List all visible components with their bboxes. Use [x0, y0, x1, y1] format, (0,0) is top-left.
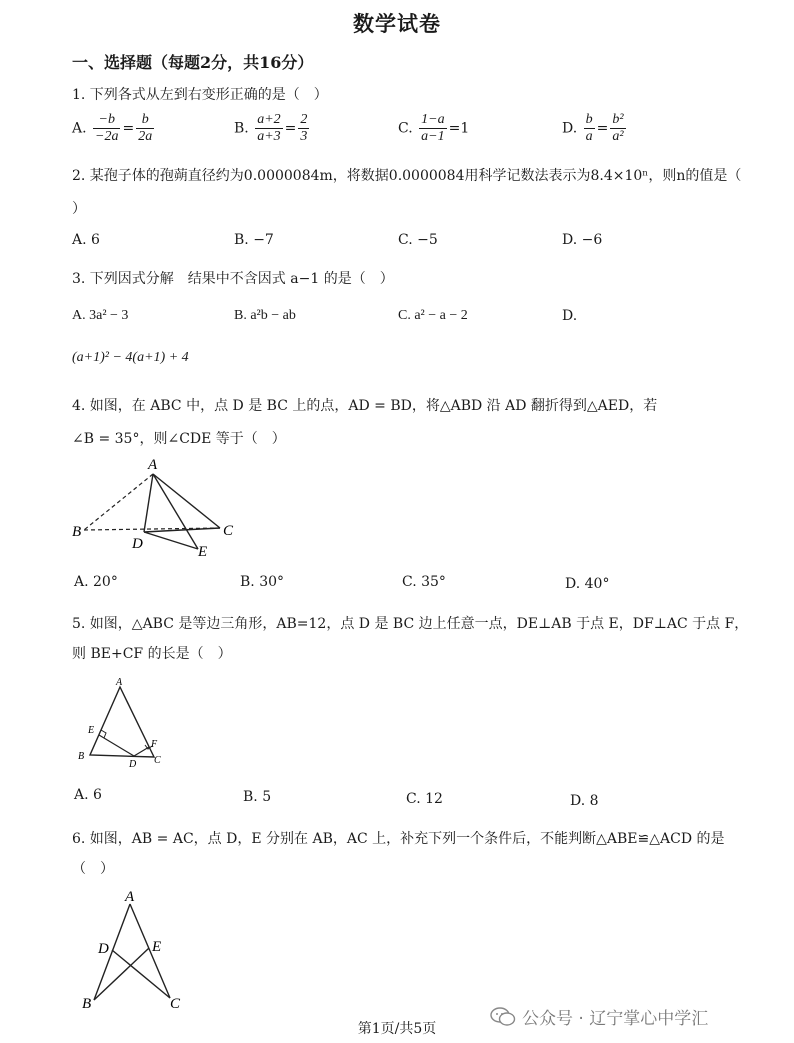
q2-option-d[interactable]: D. −6	[562, 232, 603, 248]
q5-label-b: B	[78, 751, 85, 762]
q1-option-b[interactable]: B. $\frac{a+2}{a+3}$ = $\frac{2}{3}$	[234, 112, 308, 144]
q4-option-c[interactable]: C. 35°	[402, 574, 446, 590]
q6-label-e: E	[152, 939, 162, 955]
question-5-stem-line2: 则 BE+CF 的长是（ ）	[72, 646, 232, 662]
question-6-stem-line1: 6. 如图，AB = AC，点 D，E 分别在 AB，AC 上，补充下列一个条件后，不能判断△ABE≌△ACD 的是	[72, 831, 725, 847]
q5-option-c[interactable]: C. 12	[406, 791, 443, 807]
q4-label-d: D	[132, 536, 143, 552]
q6-label-b: B	[82, 996, 92, 1012]
fraction: $\frac{b}{a}$	[585, 112, 593, 144]
q6-label-d: D	[98, 941, 109, 957]
q2-option-c[interactable]: C. −5	[398, 232, 438, 248]
q2-option-a[interactable]: A. 6	[72, 232, 100, 248]
fraction: $\frac{-b}{-2a}$	[95, 112, 119, 144]
q3-option-d-expression: (a+1)² − 4(a+1) + 4	[72, 350, 189, 365]
q1-option-d[interactable]: D. $\frac{b}{a}$ = $\frac{\text{b²}}{\text{a²}}$	[562, 112, 624, 144]
question-5-stem-line1: 5. 如图，△ABC 是等边三角形，AB=12，点 D 是 BC 边上任意一点，DE⊥AB 于点 E，DF⊥AC 于点 F，	[72, 616, 749, 632]
q5-option-d[interactable]: D. 8	[570, 793, 599, 809]
q3-option-c[interactable]: C. a² − a − 2	[398, 308, 468, 323]
q6-figure	[72, 888, 192, 1018]
fraction: $\frac{b}{2a}$	[138, 112, 153, 144]
question-2-stem-cont: ）	[72, 201, 86, 217]
q4-option-b[interactable]: B. 30°	[240, 574, 285, 590]
q4-option-d[interactable]: D. 40°	[565, 576, 610, 592]
q5-label-f: F	[151, 739, 158, 750]
q4-label-e: E	[198, 544, 208, 560]
q6-label-a: A	[125, 889, 135, 905]
q5-equilateral-figure	[68, 675, 178, 775]
question-3-stem: 3. 下列因式分解 结果中不含因式 a−1 的是（ ）	[72, 271, 394, 287]
page-title: 数学试卷	[353, 11, 441, 36]
q4-label-b: B	[72, 524, 82, 540]
question-4-stem-line2: ∠B = 35°，则∠CDE 等于（ ）	[72, 431, 286, 447]
q4-option-a[interactable]: A. 20°	[74, 574, 118, 590]
q5-label-a: A	[116, 677, 123, 688]
question-6-stem-line2: （ ）	[72, 861, 114, 877]
watermark-text: 公众号 · 辽宁掌心中学汇	[522, 1009, 709, 1029]
q4-label-a: A	[148, 457, 158, 473]
q3-option-d[interactable]: D.	[562, 308, 578, 324]
q5-label-e: E	[88, 725, 95, 736]
page-number: 第1页/共5页	[357, 1021, 437, 1037]
fraction: $\frac{2}{3}$	[300, 112, 308, 144]
question-1-stem: 1. 下列各式从左到右变形正确的是（ ）	[72, 87, 328, 103]
q3-option-b[interactable]: B. a²b − ab	[234, 308, 296, 323]
fraction: $\frac{1-a}{a-1}$	[421, 112, 445, 144]
fraction: $\frac{\text{b²}}{\text{a²}}$	[612, 112, 624, 144]
question-4-stem-line1: 4. 如图，在 ABC 中，点 D 是 BC 上的点，AD = BD，将△ABD 沿 AD 翻折得到△AED，若	[72, 398, 658, 414]
q1-option-c[interactable]: C. $\frac{1-a}{a-1}$ =1	[398, 112, 470, 144]
fraction: $\frac{a+2}{a+3}$	[257, 112, 281, 144]
q5-option-a[interactable]: A. 6	[74, 787, 102, 803]
q2-option-b[interactable]: B. −7	[234, 232, 274, 248]
section-heading: 一、选择题（每题2分，共16分）	[72, 53, 314, 72]
q5-label-c: C	[154, 755, 161, 766]
q3-option-a[interactable]: A. 3a² − 3	[72, 308, 129, 323]
q5-option-b[interactable]: B. 5	[243, 789, 272, 805]
q4-triangle-figure	[60, 452, 260, 562]
q5-label-d: D	[129, 759, 137, 770]
q6-label-c: C	[170, 996, 181, 1012]
question-2-stem: 2. 某孢子体的孢蒴直径约为0.0000084m，将数据0.0000084用科学记数法表示为8.4×10ⁿ，则n的值是（	[72, 168, 742, 184]
q4-label-c: C	[223, 523, 234, 539]
q1-option-a[interactable]: A. $\frac{-b}{-2a}$ = $\frac{b}{2a}$	[72, 112, 153, 144]
